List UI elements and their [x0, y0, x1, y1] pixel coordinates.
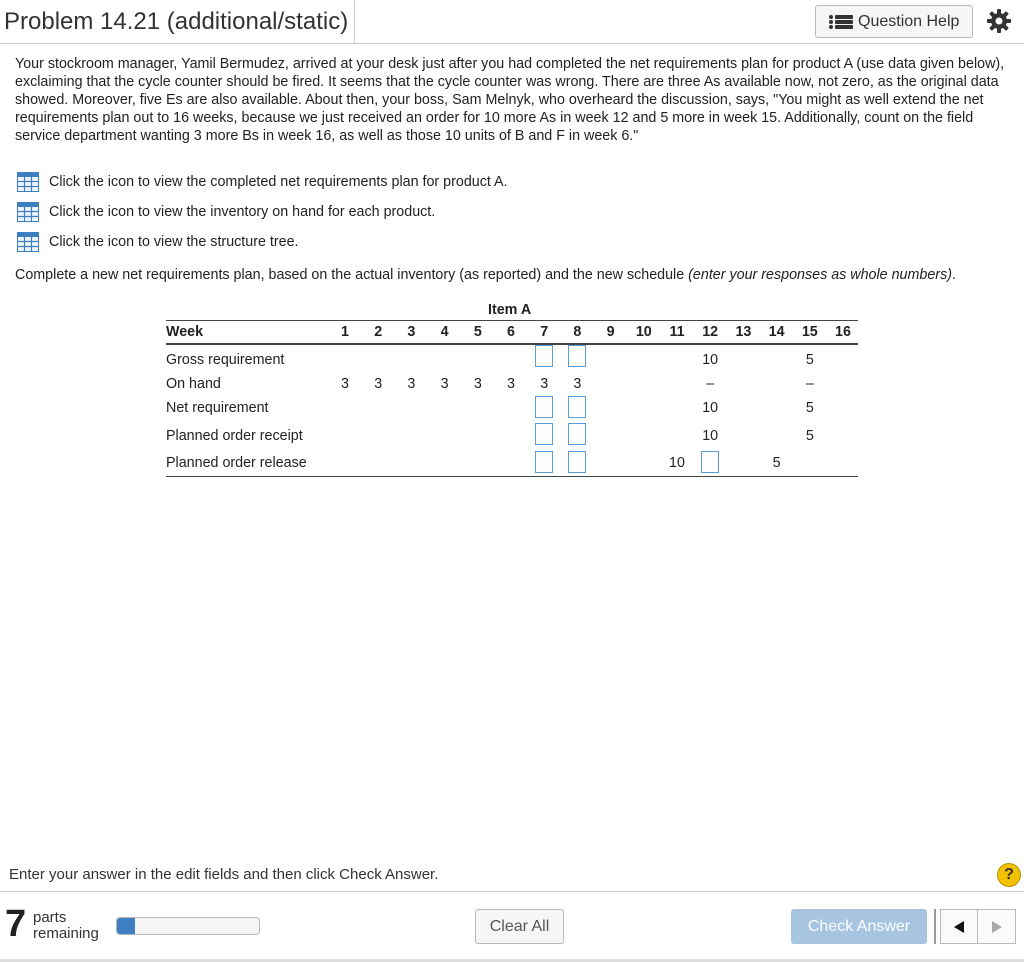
footer-divider: [0, 891, 1024, 892]
reference-link-label[interactable]: Click the icon to view the completed net requirements plan for product A.: [49, 174, 508, 190]
table-cell: 5: [805, 352, 814, 368]
table-cell: 3: [540, 376, 549, 392]
problem-statement: Your stockroom manager, Yamil Bermudez, arrived at your desk just after you had completed the net requirements plan for product A (use data given below), exclaiming that the cycle counter should be fired. It seems that the cycle counter was wrong. There are three As available now, not zero, as the original data showed. Moreover, five Es are also available. About then, your boss, Sam Melnyk, who overheard the discussion, says, "You might as well extend the net requirements plan out to 16 weeks, because we just received an order for 10 more As in week 12 and 5 more in week 15. Additionally, count on the field service department wanting 3 more Bs in week 16, as well as those 10 units of B and F in week 6.": [15, 56, 1005, 144]
week-number: 7: [540, 324, 549, 340]
answer-input[interactable]: [535, 451, 553, 473]
instruction-text: [15, 267, 956, 283]
answer-input[interactable]: [568, 396, 586, 418]
progress-fill: [117, 918, 135, 934]
table-cell: 10: [702, 400, 719, 416]
reference-links: [17, 167, 508, 257]
table-cell: 5: [805, 400, 814, 416]
parts-label-line2: remaining: [33, 925, 99, 942]
week-number: 5: [473, 324, 482, 340]
net-requirements-table: [166, 300, 858, 478]
week-number: 9: [606, 324, 615, 340]
reference-link[interactable]: [17, 227, 508, 257]
row-label: Net requirement: [166, 400, 269, 416]
question-help-button[interactable]: [815, 5, 973, 38]
week-number: 6: [507, 324, 515, 340]
nav-separator: [934, 909, 936, 944]
answer-input[interactable]: [568, 451, 586, 473]
parts-label-line1: parts: [33, 909, 67, 926]
table-cell: 10: [702, 352, 719, 368]
week-number: 3: [407, 324, 416, 340]
week-number: 10: [635, 324, 652, 340]
reference-link[interactable]: [17, 167, 508, 197]
week-number: 16: [835, 324, 851, 340]
week-number: 14: [768, 324, 785, 340]
reference-link-label[interactable]: Click the icon to view the inventory on hand for each product.: [49, 204, 436, 220]
reference-link[interactable]: [17, 197, 508, 227]
week-number: 1: [341, 324, 349, 340]
check-answer-button[interactable]: Check Answer: [791, 909, 927, 944]
week-number: 15: [801, 324, 818, 340]
answer-input[interactable]: [535, 396, 553, 418]
list-icon: [828, 14, 854, 30]
next-question-button[interactable]: [978, 909, 1016, 944]
row-label: Gross requirement: [166, 352, 285, 368]
table-cell: 3: [407, 376, 416, 392]
answer-input[interactable]: [568, 345, 586, 367]
instruction-main: Complete a new net requirements plan, based on the actual inventory (as reported) and the new schedule: [15, 267, 689, 283]
table-cell: 5: [805, 428, 814, 444]
answer-input[interactable]: [701, 451, 719, 473]
reference-link-label[interactable]: Click the icon to view the structure tree.: [49, 234, 299, 250]
clear-all-button[interactable]: Clear All: [475, 909, 564, 944]
week-number: 12: [702, 324, 719, 340]
answer-input[interactable]: [535, 345, 553, 367]
table-icon[interactable]: [17, 172, 39, 192]
week-number: 8: [573, 324, 582, 340]
parts-remaining-count: 7: [5, 903, 27, 945]
instruction-end: .: [951, 267, 956, 283]
parts-remaining-label: [33, 910, 99, 942]
table-cell: –: [706, 376, 715, 392]
gear-icon[interactable]: [986, 8, 1012, 34]
previous-question-button[interactable]: [940, 909, 978, 944]
help-button[interactable]: ?: [997, 863, 1021, 887]
row-label: On hand: [166, 376, 221, 392]
table-header-rule: [166, 343, 858, 345]
footer-instruction: Enter your answer in the edit fields and then click Check Answer.: [9, 866, 439, 883]
answer-input[interactable]: [535, 423, 553, 445]
table-top-rule: [166, 320, 858, 321]
table-bottom-rule: [166, 476, 858, 477]
page-title: Problem 14.21 (additional/static): [0, 0, 355, 43]
week-number: 13: [735, 324, 752, 340]
table-icon[interactable]: [17, 232, 39, 252]
table-cell: 5: [772, 455, 781, 471]
table-icon[interactable]: [17, 202, 39, 222]
table-cell: –: [805, 376, 814, 392]
table-cell: 3: [341, 376, 349, 392]
row-label: Planned order release: [166, 455, 307, 471]
table-cell: 10: [702, 428, 719, 444]
question-help-label: Question Help: [858, 12, 960, 30]
week-number: 4: [440, 324, 449, 340]
triangle-left-icon: [953, 920, 965, 934]
week-header-label: Week: [166, 324, 204, 340]
table-cell: 3: [473, 376, 482, 392]
table-cell: 3: [573, 376, 582, 392]
triangle-right-icon: [991, 920, 1003, 934]
table-cell: 10: [669, 455, 685, 471]
item-title-label: Item A: [488, 302, 532, 318]
week-number: 2: [374, 324, 383, 340]
instruction-italic: (enter your responses as whole numbers): [688, 267, 952, 283]
row-label: Planned order receipt: [166, 428, 303, 444]
table-cell: 3: [374, 376, 383, 392]
header-bar: [0, 0, 1024, 44]
table-cell: 3: [507, 376, 515, 392]
week-number: 11: [669, 324, 685, 340]
progress-bar: [116, 917, 260, 935]
table-cell: 3: [440, 376, 449, 392]
answer-input[interactable]: [568, 423, 586, 445]
